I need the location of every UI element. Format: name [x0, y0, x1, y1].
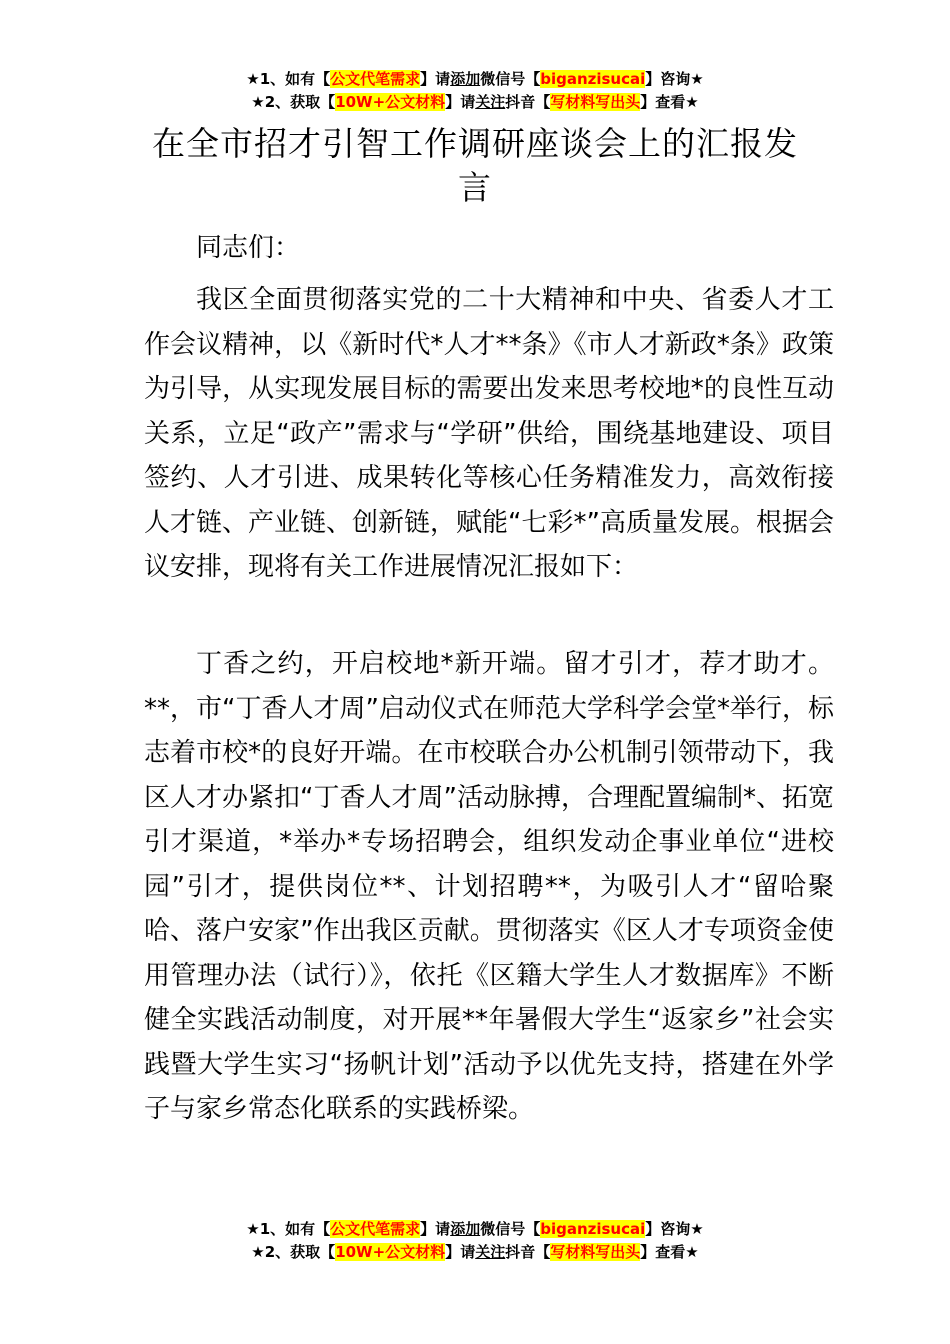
highlight-text: 公文代笔需求: [330, 1220, 421, 1238]
promo-line-1: ★1、如有【公文代笔需求】请添加微信号【biganzisucai】咨询★: [246, 70, 704, 88]
promo-line-2: ★2、获取【10W+公文材料】请关注抖音【写材料写出头】查看★: [251, 93, 699, 111]
highlight-text: 10W+公文材料: [335, 93, 446, 111]
douyin-account: 写材料写出头: [550, 1243, 641, 1261]
promo-banner-top: [0, 68, 950, 114]
paragraph-intro: 我区全面贯彻落实党的二十大精神和中央、省委人才工作会议精神，以《新时代*人才**条》《市人才新政*条》政策为引导，从实现发展目标的需要出发来思考校地*的良性互动关系，立足“政产”需求与“学研”供给，围绕基地建设、项目签约、人才引进、成果转化等核心任务精准发力，高效衔接人才链、产业链、创新链，赋能“七彩*”高质量发展。根据会议安排，现将有关工作进展情况汇报如下：: [144, 285, 834, 582]
highlight-text: 10W+公文材料: [335, 1243, 446, 1261]
document-title: 在全市招才引智工作调研座谈会上的汇报发言: [152, 124, 798, 207]
promo-line-1: ★1、如有【公文代笔需求】请添加微信号【biganzisucai】咨询★: [246, 1220, 704, 1238]
douyin-account: 写材料写出头: [550, 93, 641, 111]
salutation: 同志们：: [196, 233, 301, 263]
wechat-id: biganzisucai: [540, 70, 646, 88]
promo-line-2: ★2、获取【10W+公文材料】请关注抖音【写材料写出头】查看★: [251, 1243, 699, 1261]
paragraph-section-1: 丁香之约，开启校地*新开端。留才引才，荐才助才。**，市“丁香人才周”启动仪式在师范大学科学会堂*举行，标志着市校*的良好开端。在市校联合办公机制引领带动下，我区人才办紧扣“丁香人才周”活动脉搏，合理配置编制*、拓宽引才渠道，*举办*专场招聘会，组织发动企事业单位“进校园”引才，提供岗位**、计划招聘**，为吸引人才“留哈聚哈、落户安家”作出我区贡献。贯彻落实《区人才专项资金使用管理办法（试行）》，依托《区籍大学生人才数据库》不断健全实践活动制度，对开展**年暑假大学生“返家乡”社会实践暨大学生实习“扬帆计划”活动予以优先支持，搭建在外学子与家乡常态化联系的实践桥梁。: [144, 649, 834, 1124]
highlight-text: 公文代笔需求: [330, 70, 421, 88]
promo-banner-bottom: [0, 1218, 950, 1264]
wechat-id: biganzisucai: [540, 1220, 646, 1238]
